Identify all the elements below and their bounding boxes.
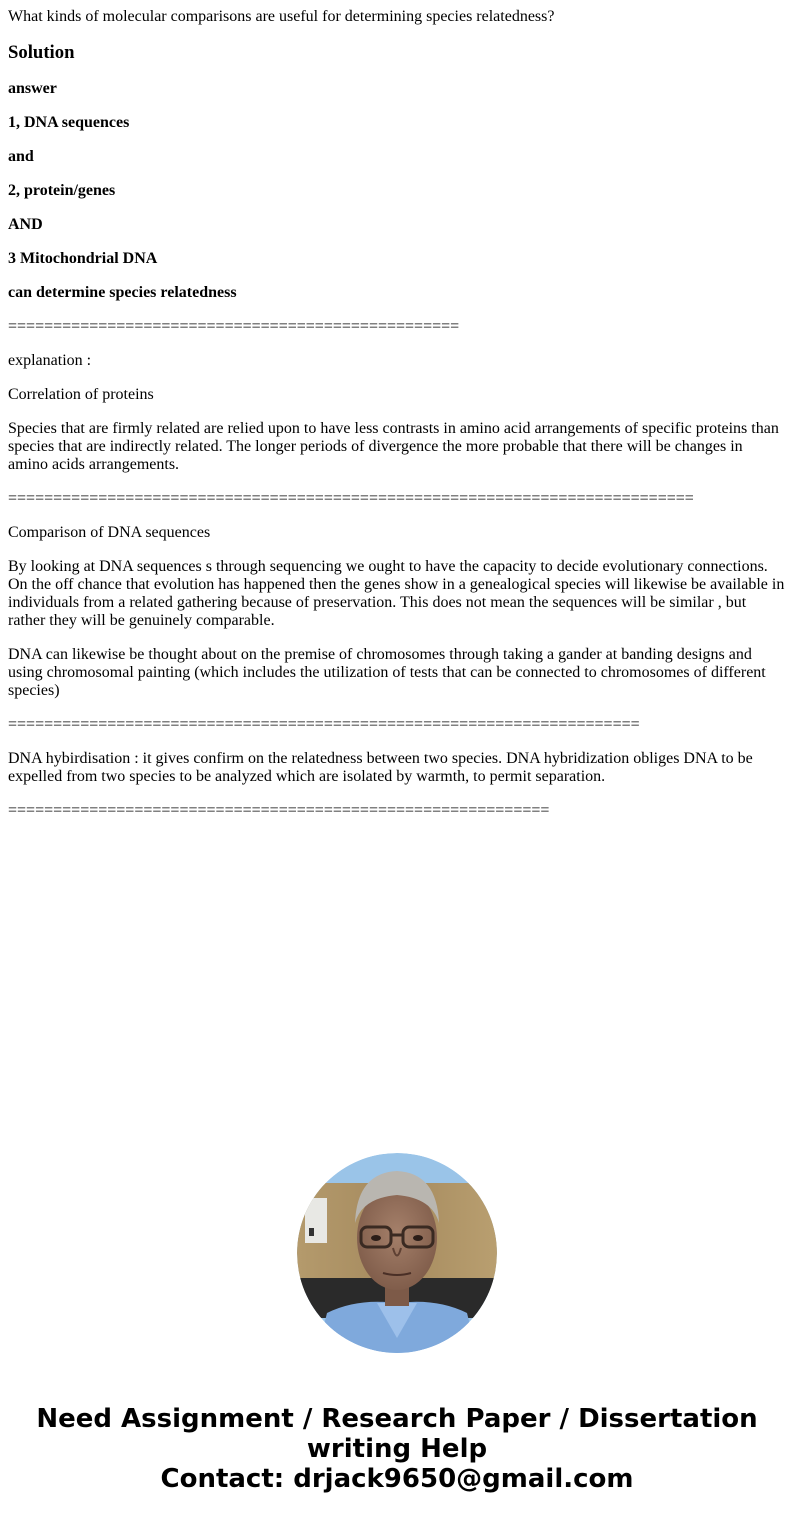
contact-banner (0, 1404, 794, 1494)
explanation-label: explanation : (8, 352, 92, 369)
answer-line-5: 3 Mitochondrial DNA (8, 250, 158, 267)
separator-4: ============================================================ (8, 802, 550, 819)
answer-line-4: AND (8, 216, 43, 233)
avatar (297, 1153, 497, 1353)
section-title-proteins: Correlation of proteins (8, 386, 154, 403)
separator-3: ====================================================================== (8, 716, 640, 733)
answer-line-2: and (8, 148, 34, 165)
answer-label: answer (8, 80, 57, 97)
answer-line-3: 2, protein/genes (8, 182, 116, 199)
banner-line-2: writing Help (306, 1434, 488, 1464)
paragraph-dna-sequencing: By looking at DNA sequences s through sequencing we ought to have the capacity to decide evolutionary connections. On the off chance that evolution has happened then the genes show in a genealogical species will likewise be available in individuals from a related gathering because of preservation. This does not mean the sequences will be similar , but rather they will be genuinely comparable. (8, 558, 785, 629)
banner-line-1: Need Assignment / Research Paper / Dissertation (36, 1404, 758, 1434)
separator-1: ================================================== (8, 318, 460, 335)
section-title-dna-sequences: Comparison of DNA sequences (8, 524, 211, 541)
separator-2: ============================================================================ (8, 490, 694, 507)
paragraph-proteins: Species that are firmly related are relied upon to have less contrasts in amino acid arrangements of specific proteins than species that are indirectly related. The longer periods of divergence the more probable that there will be changes in amino acids arrangements. (8, 420, 779, 473)
question-text: What kinds of molecular comparisons are useful for determining species relatedness? (8, 8, 555, 25)
paragraph-dna-hybridisation: DNA hybirdisation : it gives confirm on the relatedness between two species. DNA hybridization obliges DNA to be expelled from two species to be analyzed which are isolated by warmth, to permit separation. (8, 750, 753, 785)
contact-email: Contact: drjack9650@gmail.com (160, 1464, 634, 1494)
answer-line-1: 1, DNA sequences (8, 114, 130, 131)
tutor-portrait-image (297, 1153, 497, 1353)
paragraph-chromosomes: DNA can likewise be thought about on the premise of chromosomes through taking a gander at banding designs and using chromosomal painting (which includes the utilization of tests that can be connected to chromosomes of different species) (8, 646, 766, 699)
solution-heading: Solution (8, 42, 75, 63)
answer-line-6: can determine species relatedness (8, 284, 237, 301)
